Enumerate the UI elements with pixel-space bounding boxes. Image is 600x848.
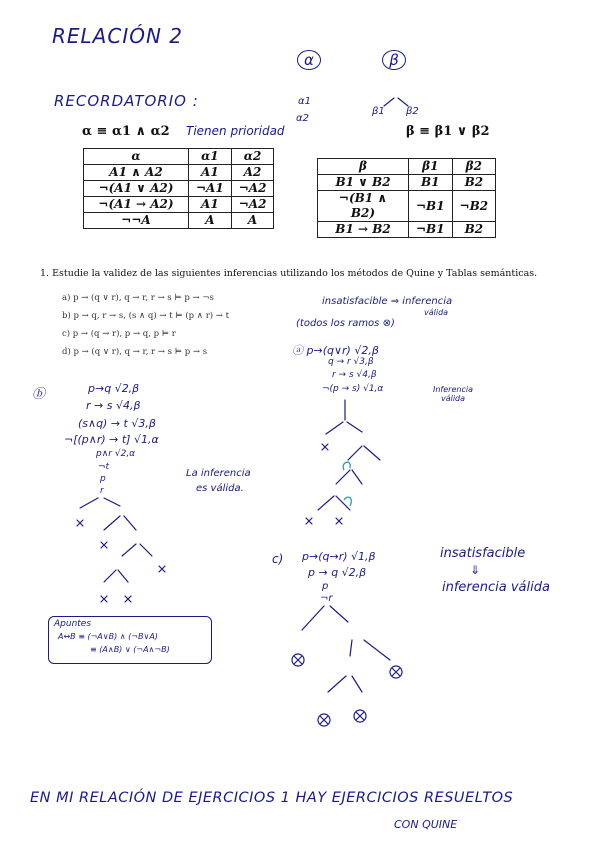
tree-b-formula-1: p→q √2,β — [88, 382, 140, 395]
beta-tree-branch-right — [398, 98, 408, 106]
tree-a-sub-4 — [352, 470, 362, 484]
alpha2-cell: ¬A2 — [231, 181, 274, 197]
tree-b-sub-4 — [140, 544, 152, 556]
alpha-tree-1: α1 — [298, 96, 311, 107]
alpha-cell: ¬(A1 ∨ A2) — [84, 181, 189, 197]
alpha2-cell: ¬A2 — [231, 197, 274, 213]
tree-b-formula-3: (s∧q) → t √3,β — [78, 417, 156, 430]
tree-b-cross-4 — [101, 596, 107, 602]
note-a-line1: insatisfacible ⇒ inferencia — [322, 296, 453, 307]
alpha1-cell: A1 — [189, 197, 232, 213]
footer-line-2: CON QUINE — [394, 818, 458, 831]
note-a-line2: (todos los ramos ⊗) — [296, 318, 395, 329]
tree-b-formula-2: r → s √4,β — [86, 399, 141, 412]
alpha1-cell: ¬A1 — [189, 181, 232, 197]
tree-b-sub-6 — [118, 570, 128, 582]
tree-b-sub-5 — [104, 570, 116, 582]
tree-a-cross-3 — [336, 518, 342, 524]
beta2-cell: ¬B2 — [452, 191, 496, 222]
tree-a-teal-mark-1 — [343, 462, 350, 470]
beta-definition: β ≡ β1 ∨ β2 — [406, 124, 490, 139]
tree-a-sub-1 — [348, 446, 362, 460]
tree-c-conclusion-3: inferencia válida — [442, 580, 550, 595]
tree-a-cross-2 — [306, 518, 312, 524]
beta-tree-branch-left — [384, 98, 394, 106]
alpha-cell: ¬¬A — [84, 213, 189, 229]
beta2-cell: B2 — [452, 222, 496, 238]
tree-b-branch-left — [80, 498, 98, 508]
beta-tree-2: β2 — [406, 106, 419, 117]
alpha-definition: α ≡ α1 ∧ α2 — [82, 124, 170, 139]
alpha-header: α — [84, 149, 189, 165]
tree-c-formula-3: p — [322, 581, 329, 592]
note-a-line1b: válida — [424, 308, 449, 317]
alpha2-cell: A — [231, 213, 274, 229]
tree-c-sub-4 — [352, 676, 362, 692]
beta-cell: B1 ∨ B2 — [318, 175, 409, 191]
alpha-circle: α — [297, 50, 321, 70]
tree-c-closed-marks — [294, 656, 400, 724]
tree-b-cross-5 — [125, 596, 131, 602]
beta1-header: β1 — [409, 159, 453, 175]
tree-a-sub-3 — [336, 470, 350, 484]
tree-b-sub-3 — [122, 544, 136, 556]
tree-b-formula-6: ¬t — [98, 462, 110, 472]
tree-a-cross-1 — [322, 444, 328, 450]
beta1-cell: ¬B1 — [409, 222, 453, 238]
tree-b-conclusion-1: La inferencia — [186, 468, 251, 479]
beta1-cell: ¬B1 — [409, 191, 453, 222]
alpha-priority-note: Tienen prioridad — [186, 124, 285, 138]
tree-c-formula-4: ¬r — [320, 593, 333, 604]
tree-c-sub-2 — [364, 640, 390, 660]
tree-c-sub-1 — [350, 640, 352, 656]
beta-cell: B1 → B2 — [318, 222, 409, 238]
tree-b-cross-2 — [101, 542, 107, 548]
tree-a-formula-2: q → r √3,β — [328, 357, 374, 367]
alpha-cell: ¬(A1 → A2) — [84, 197, 189, 213]
tree-b-marker: ⓑ — [32, 387, 46, 402]
beta-cell: ¬(B1 ∧ B2) — [318, 191, 409, 222]
tree-b-sub-1 — [104, 516, 120, 530]
tree-a-branch-left — [326, 422, 343, 434]
tree-a-formula-1: ⓐ p→(q∨r) √2,β — [292, 344, 379, 357]
tree-b-formula-5: p∧r √2,α — [96, 449, 136, 459]
alpha1-cell: A — [189, 213, 232, 229]
tree-b-formula-8: r — [100, 486, 104, 496]
alpha2-header: α2 — [231, 149, 274, 165]
tree-c-sub-3 — [328, 676, 346, 692]
beta2-cell: B2 — [452, 175, 496, 191]
beta2-header: β2 — [452, 159, 496, 175]
apuntes-title: Apuntes — [54, 619, 92, 629]
tree-c-branch-right — [330, 606, 348, 622]
page-title: RELACIÓN 2 — [52, 24, 184, 48]
exercise-item-a: a) p → (q ∨ r), q → r, r → s ⊨ p → ¬s — [62, 293, 214, 303]
tree-a-branch-right — [347, 422, 362, 432]
tree-a-formula-3: r → s √4,β — [332, 370, 377, 380]
tree-c-conclusion-2: ⇓ — [470, 563, 481, 577]
alpha-cell: A1 ∧ A2 — [84, 165, 189, 181]
tree-c-formula-2: p → q √2,β — [308, 566, 367, 579]
footer-line-1: EN MI RELACIÓN DE EJERCICIOS 1 HAY EJERCICIOS RESUELTOS — [30, 790, 514, 806]
exercise-item-d: d) p → (q ∨ r), q → r, r → s ⊨ p → s — [62, 347, 208, 357]
exercise-item-b: b) p → q, r → s, (s ∧ q) → t ⊨ (p ∧ r) → t — [62, 311, 230, 321]
tree-a-sub-2 — [364, 446, 380, 460]
tree-b-formula-4: ¬[(p∧r) → t] √1,α — [64, 433, 159, 446]
tree-b-branch-right — [104, 498, 120, 506]
apuntes-line1: A↔B ≡ (¬A∨B) ∧ (¬B∨A) — [58, 632, 158, 641]
tree-c-marker: c) — [272, 552, 284, 566]
tree-a-sub-6 — [336, 496, 350, 510]
tree-a-formula-4: ¬(p → s) √1,α — [322, 384, 384, 394]
beta-tree-1: β1 — [372, 106, 385, 117]
alpha-tree-2: α2 — [296, 113, 309, 124]
tree-a-sub-5 — [318, 496, 334, 510]
tree-b-cross-3 — [159, 566, 165, 572]
tree-b-conclusion-2: es válida. — [196, 483, 244, 494]
tree-a-label: Inferencia válida — [433, 385, 473, 403]
beta-circle: β — [382, 50, 406, 70]
beta1-cell: B1 — [409, 175, 453, 191]
exercise-item-c: c) p → (q → r), p → q, p ⊨ r — [62, 329, 176, 339]
tree-c-branch-left — [302, 606, 324, 630]
beta-header: β — [318, 159, 409, 175]
recordatorio-heading: RECORDATORIO : — [54, 92, 199, 110]
tree-b-cross-1 — [77, 520, 83, 526]
alpha1-header: α1 — [189, 149, 232, 165]
tree-b-sub-2 — [124, 516, 136, 530]
apuntes-line2: ≡ (A∧B) ∨ (¬A∧¬B) — [90, 645, 170, 654]
alpha1-cell: A1 — [189, 165, 232, 181]
tree-c-formula-1: p→(q→r) √1,β — [302, 550, 376, 563]
alpha2-cell: A2 — [231, 165, 274, 181]
tree-b-formula-7: p — [100, 474, 106, 484]
exercise-statement: 1. Estudie la validez de las siguientes inferencias utilizando los métodos de Quine y Tablas semánticas. — [40, 268, 538, 279]
tree-c-conclusion-1: insatisfacible — [440, 546, 526, 561]
